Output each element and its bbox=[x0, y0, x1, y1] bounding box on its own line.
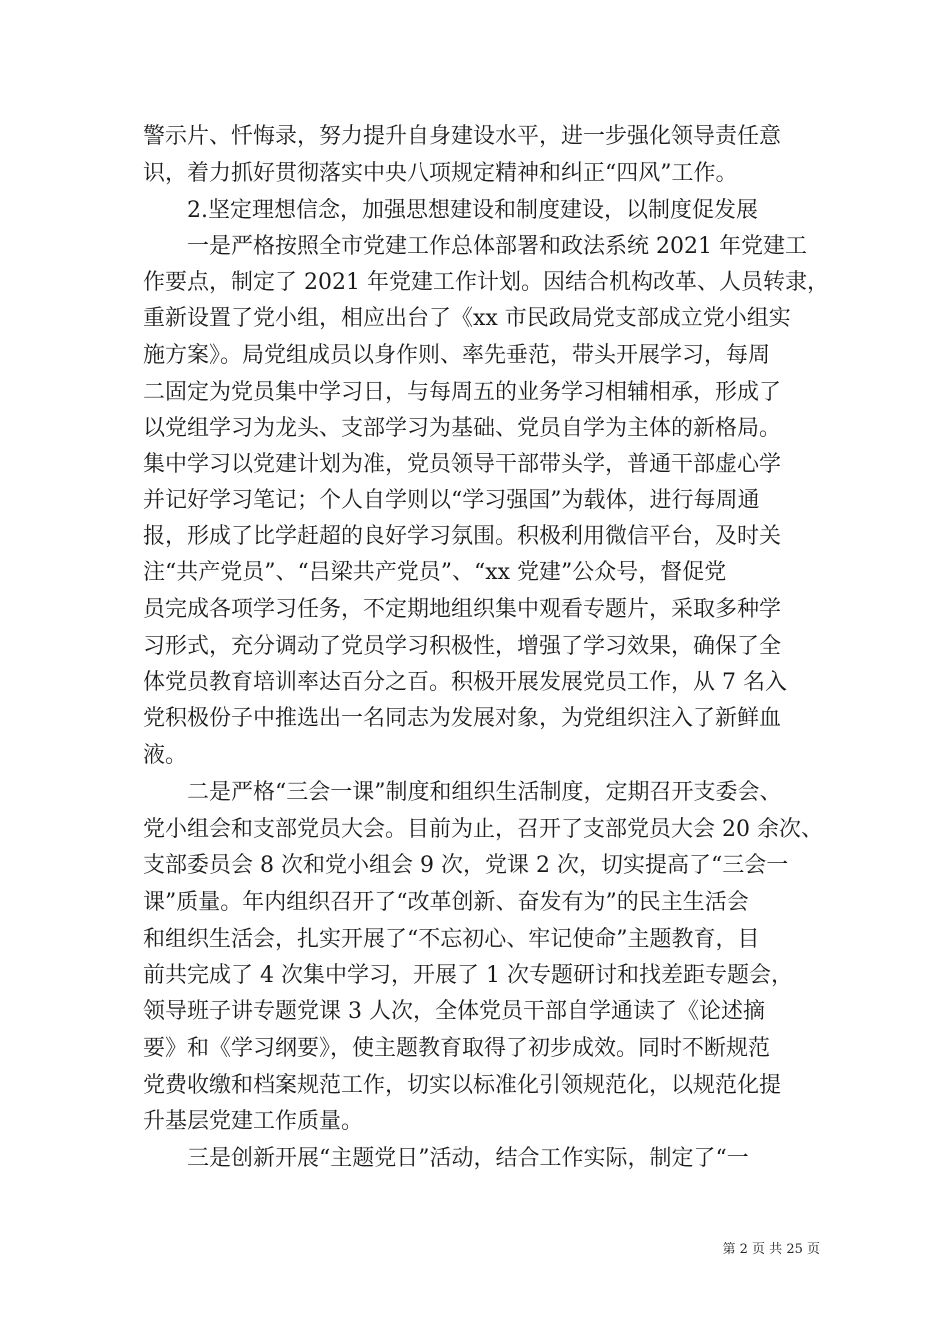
text-line: 课”质量。年内组织召开了“改革创新、奋发有为”的民主生活会 bbox=[143, 890, 749, 915]
page-number: 第 2 页 共 25 页 bbox=[722, 1242, 820, 1257]
text-line: 和组织生活会，扎实开展了“不忘初心、牢记使命”主题教育，目 bbox=[143, 927, 760, 952]
text-line: 党积极份子中推选出一名同志为发展对象，为党组织注入了新鲜血 bbox=[143, 706, 782, 731]
text-line: 前共完成了 4 次集中学习，开展了 1 次专题研讨和找差距专题会， bbox=[143, 963, 793, 988]
text-line: 识，着力抓好贯彻落实中央八项规定精神和纠正“四风”工作。 bbox=[143, 161, 738, 186]
text-line: 领导班子讲专题党课 3 人次，全体党员干部自学通读了《论述摘 bbox=[143, 999, 765, 1024]
text-line: 报，形成了比学赶超的良好学习氛围。积极利用微信平台，及时关 bbox=[143, 524, 782, 549]
text-line: 员完成各项学习任务，不定期地组织集中观看专题片，采取多种学 bbox=[143, 597, 782, 622]
text-line: 二是严格“三会一课”制度和组织生活制度，定期召开支委会、 bbox=[143, 780, 782, 805]
text-line: 施方案》。局党组成员以身作则、率先垂范，带头开展学习，每周 bbox=[143, 343, 771, 368]
text-line: 注“共产党员”、“吕梁共产党员”、“xx 党建”公众号，督促党 bbox=[143, 560, 727, 585]
text-line: 作要点，制定了 2021 年党建工作计划。因结合机构改革、人员转隶， bbox=[143, 270, 829, 295]
text-line: 二固定为党员集中学习日，与每周五的业务学习相辅相承，形成了 bbox=[143, 380, 782, 405]
text-line: 党费收缴和档案规范工作，切实以标准化引领规范化，以规范化提 bbox=[143, 1073, 782, 1098]
text-line: 并记好学习笔记；个人自学则以“学习强国”为载体，进行每周通 bbox=[143, 488, 760, 513]
text-line: 升基层党建工作质量。 bbox=[143, 1109, 364, 1134]
text-line: 2.坚定理想信念，加强思想建设和制度建设，以制度促发展 bbox=[143, 198, 758, 223]
text-line: 三是创新开展“主题党日”活动，结合工作实际，制定了“一 bbox=[143, 1146, 749, 1171]
text-line: 体党员教育培训率达百分之百。积极开展发展党员工作，从 7 名入 bbox=[143, 670, 787, 695]
text-line: 支部委员会 8 次和党小组会 9 次，党课 2 次，切实提高了“三会一 bbox=[143, 853, 789, 878]
text-line: 以党组学习为龙头、支部学习为基础、党员自学为主体的新格局。 bbox=[143, 416, 782, 441]
text-line: 习形式，充分调动了党员学习积极性，增强了学习效果，确保了全 bbox=[143, 634, 782, 659]
text-line: 一是严格按照全市党建工作总体部署和政法系统 2021 年党建工 bbox=[143, 234, 807, 259]
text-line: 重新设置了党小组，相应出台了《xx 市民政局党支部成立党小组实 bbox=[143, 306, 791, 331]
text-line: 党小组会和支部党员大会。目前为止，召开了支部党员大会 20 余次、 bbox=[143, 817, 823, 842]
text-line: 集中学习以党建计划为准，党员领导干部带头学，普通干部虚心学 bbox=[143, 452, 782, 477]
text-line: 液。 bbox=[143, 743, 188, 768]
text-line: 要》和《学习纲要》，使主题教育取得了初步成效。同时不断规范 bbox=[143, 1036, 771, 1061]
text-line: 警示片、忏悔录，努力提升自身建设水平，进一步强化领导责任意 bbox=[143, 124, 782, 149]
